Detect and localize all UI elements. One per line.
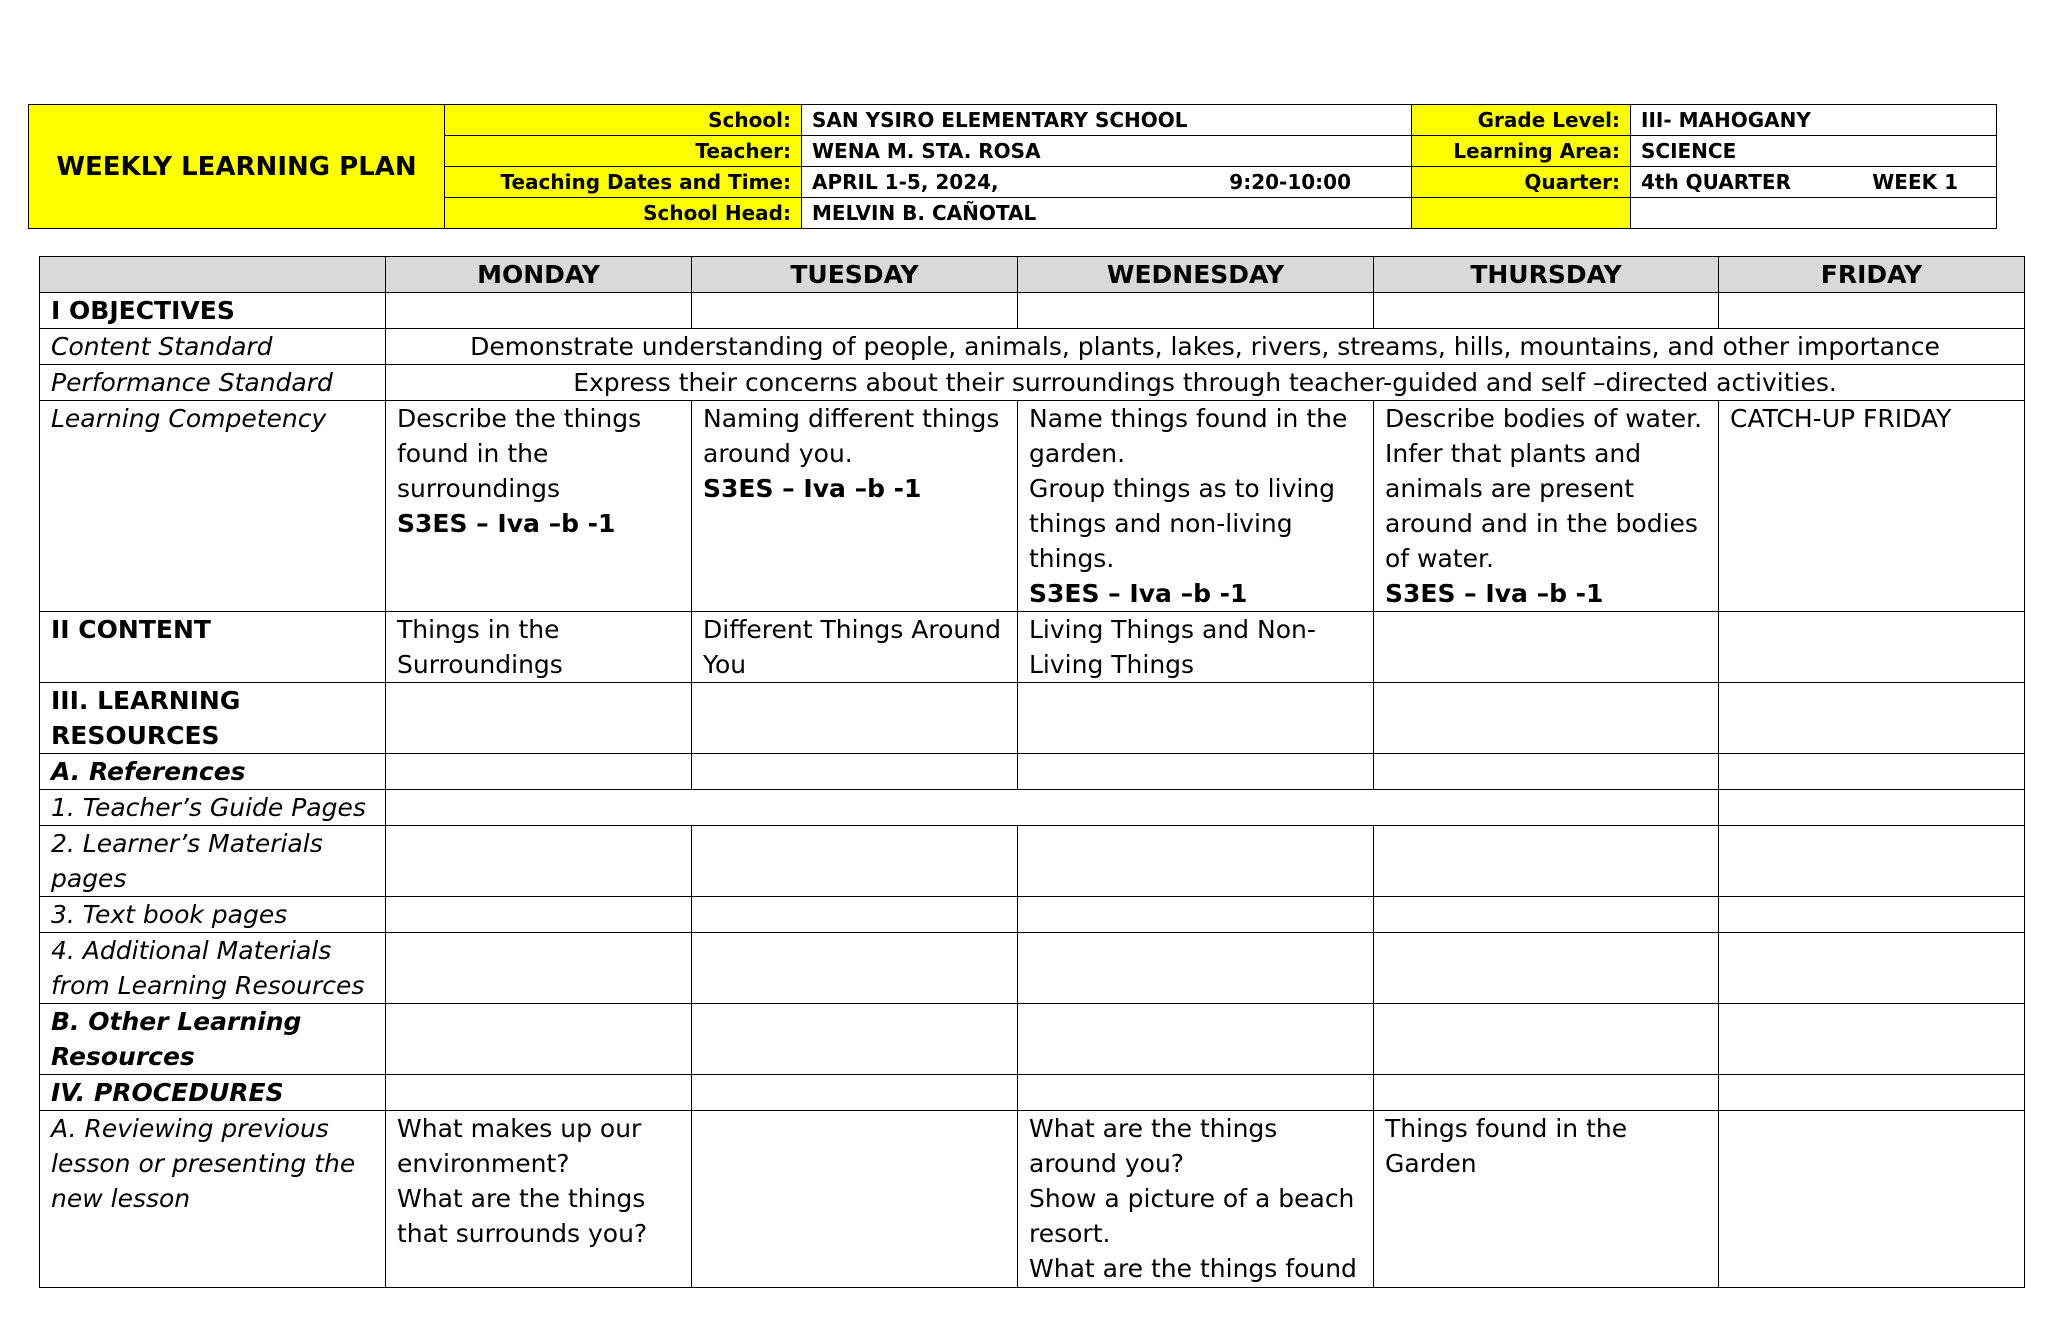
references-heading: A. References [40, 754, 386, 790]
procedures-heading: IV. PROCEDURES [40, 1075, 386, 1111]
performance-standard-label: Performance Standard [40, 365, 386, 401]
resources-heading: III. LEARNING RESOURCES [40, 683, 386, 754]
procedures-row [40, 1075, 2025, 1111]
other-resources-row [40, 1004, 2025, 1075]
lm-pages-row [40, 826, 2025, 897]
competency-text: Describe bodies of water. [1385, 404, 1703, 433]
school-label: School: [445, 105, 802, 136]
cell [1719, 293, 2025, 329]
cell [1018, 826, 1374, 897]
reviewing-text: What are the things that surrounds you? [397, 1184, 648, 1248]
teacher-value: WENA M. STA. ROSA [802, 136, 1412, 167]
competency-text: Naming different things around you. [703, 404, 1000, 468]
cell [386, 1004, 692, 1075]
competency-tuesday [692, 401, 1018, 612]
dates-label: Teaching Dates and Time: [445, 167, 802, 198]
competency-text: Infer that plants and animals are present around and in the bodies of water. [1385, 439, 1698, 573]
textbook-pages-label: 3. Text book pages [40, 897, 386, 933]
head-label: School Head: [445, 198, 802, 229]
other-resources-heading: B. Other Learning Resources [40, 1004, 386, 1075]
time-value: 9:20-10:00 [1229, 170, 1351, 194]
reviewing-label: A. Reviewing previous lesson or presenting the new lesson [40, 1111, 386, 1288]
reviewing-row [40, 1111, 2025, 1288]
cell [1719, 790, 2025, 826]
cell [1719, 754, 2025, 790]
tg-pages-row [40, 790, 2025, 826]
cell [1374, 754, 1719, 790]
tg-pages-label: 1. Teacher’s Guide Pages [40, 790, 386, 826]
reviewing-monday [386, 1111, 692, 1288]
content-wednesday: Living Things and Non-Living Things [1018, 612, 1374, 683]
empty-cell [1631, 198, 1997, 229]
head-value: MELVIN B. CAÑOTAL [802, 198, 1412, 229]
cell [1374, 1075, 1719, 1111]
week-value: WEEK 1 [1872, 170, 1958, 194]
cell [1374, 826, 1719, 897]
cell [692, 1004, 1018, 1075]
performance-standard-value: Express their concerns about their surroundings through teacher-guided and self –directed activities. [386, 365, 2025, 401]
empty-yellow-cell [1412, 198, 1631, 229]
cell [1719, 1111, 2025, 1288]
cell [1018, 293, 1374, 329]
competency-text: Group things as to living things and non-living things. [1029, 474, 1336, 573]
plan-table [39, 256, 2025, 1288]
reviewing-thursday: Things found in the Garden [1374, 1111, 1719, 1288]
day-friday: FRIDAY [1719, 257, 2025, 293]
cell [1374, 293, 1719, 329]
cell [1719, 683, 2025, 754]
reviewing-text: What are the things around you? [1029, 1114, 1278, 1178]
cell [1018, 754, 1374, 790]
area-value: SCIENCE [1631, 136, 1997, 167]
cell [1719, 612, 2025, 683]
area-label: Learning Area: [1412, 136, 1631, 167]
plan-title: WEEKLY LEARNING PLAN [29, 105, 445, 229]
cell [1719, 897, 2025, 933]
additional-materials-label: 4. Additional Materials from Learning Resources [40, 933, 386, 1004]
competency-code: S3ES – Iva –b -1 [703, 474, 922, 503]
reviewing-text: Show a picture of a beach resort. [1029, 1184, 1355, 1248]
dates-value: APRIL 1-5, 2024, [812, 170, 999, 194]
cell [692, 754, 1018, 790]
cell [692, 293, 1018, 329]
competency-label: Learning Competency [40, 401, 386, 612]
cell [386, 897, 692, 933]
objectives-row [40, 293, 2025, 329]
competency-monday [386, 401, 692, 612]
school-value: SAN YSIRO ELEMENTARY SCHOOL [802, 105, 1412, 136]
textbook-pages-row [40, 897, 2025, 933]
cell [386, 683, 692, 754]
quarter-cell [1631, 167, 1997, 198]
cell [1374, 612, 1719, 683]
cell [692, 683, 1018, 754]
day-wednesday: WEDNESDAY [1018, 257, 1374, 293]
cell [692, 826, 1018, 897]
cell [1374, 1004, 1719, 1075]
quarter-label: Quarter: [1412, 167, 1631, 198]
competency-code: S3ES – Iva –b -1 [397, 509, 616, 538]
cell [386, 933, 692, 1004]
header-table [28, 104, 1997, 229]
competency-row [40, 401, 2025, 612]
cell [1018, 683, 1374, 754]
corner-cell [40, 257, 386, 293]
cell [1018, 1075, 1374, 1111]
competency-code: S3ES – Iva –b -1 [1029, 579, 1248, 608]
day-tuesday: TUESDAY [692, 257, 1018, 293]
competency-friday: CATCH-UP FRIDAY [1719, 401, 2025, 612]
cell [692, 1111, 1018, 1288]
performance-standard-row [40, 365, 2025, 401]
cell [386, 293, 692, 329]
day-header-row [40, 257, 2025, 293]
quarter-value: 4th QUARTER [1641, 170, 1791, 194]
cell [692, 933, 1018, 1004]
competency-text: Name things found in the garden. [1029, 404, 1348, 468]
competency-thursday [1374, 401, 1719, 612]
cell [386, 790, 1719, 826]
grade-label: Grade Level: [1412, 105, 1631, 136]
content-monday: Things in the Surroundings [386, 612, 692, 683]
additional-materials-row [40, 933, 2025, 1004]
cell [692, 1075, 1018, 1111]
objectives-heading: I OBJECTIVES [40, 293, 386, 329]
reviewing-wednesday [1018, 1111, 1374, 1288]
content-standard-row [40, 329, 2025, 365]
day-monday: MONDAY [386, 257, 692, 293]
cell [1374, 933, 1719, 1004]
cell [692, 897, 1018, 933]
grade-value: III- MAHOGANY [1631, 105, 1997, 136]
cell [1018, 933, 1374, 1004]
reviewing-text: What makes up our environment? [397, 1114, 642, 1178]
cell [1018, 1004, 1374, 1075]
content-heading: II CONTENT [40, 612, 386, 683]
cell [1719, 1004, 2025, 1075]
cell [386, 754, 692, 790]
dates-cell [802, 167, 1412, 198]
cell [386, 1075, 692, 1111]
teacher-label: Teacher: [445, 136, 802, 167]
cell [1018, 897, 1374, 933]
cell [1374, 897, 1719, 933]
competency-code: S3ES – Iva –b -1 [1385, 579, 1604, 608]
day-thursday: THURSDAY [1374, 257, 1719, 293]
cell [386, 826, 692, 897]
reviewing-text: What are the things found [1029, 1254, 1357, 1283]
resources-row [40, 683, 2025, 754]
cell [1719, 1075, 2025, 1111]
content-standard-value: Demonstrate understanding of people, animals, plants, lakes, rivers, streams, hills, mountains, and other importance [386, 329, 2025, 365]
competency-text: Describe the things found in the surroundings [397, 404, 642, 503]
cell [1719, 826, 2025, 897]
content-standard-label: Content Standard [40, 329, 386, 365]
content-tuesday: Different Things Around You [692, 612, 1018, 683]
cell [1374, 683, 1719, 754]
references-row [40, 754, 2025, 790]
competency-wednesday [1018, 401, 1374, 612]
content-row [40, 612, 2025, 683]
cell [1719, 933, 2025, 1004]
lm-pages-label: 2. Learner’s Materials pages [40, 826, 386, 897]
